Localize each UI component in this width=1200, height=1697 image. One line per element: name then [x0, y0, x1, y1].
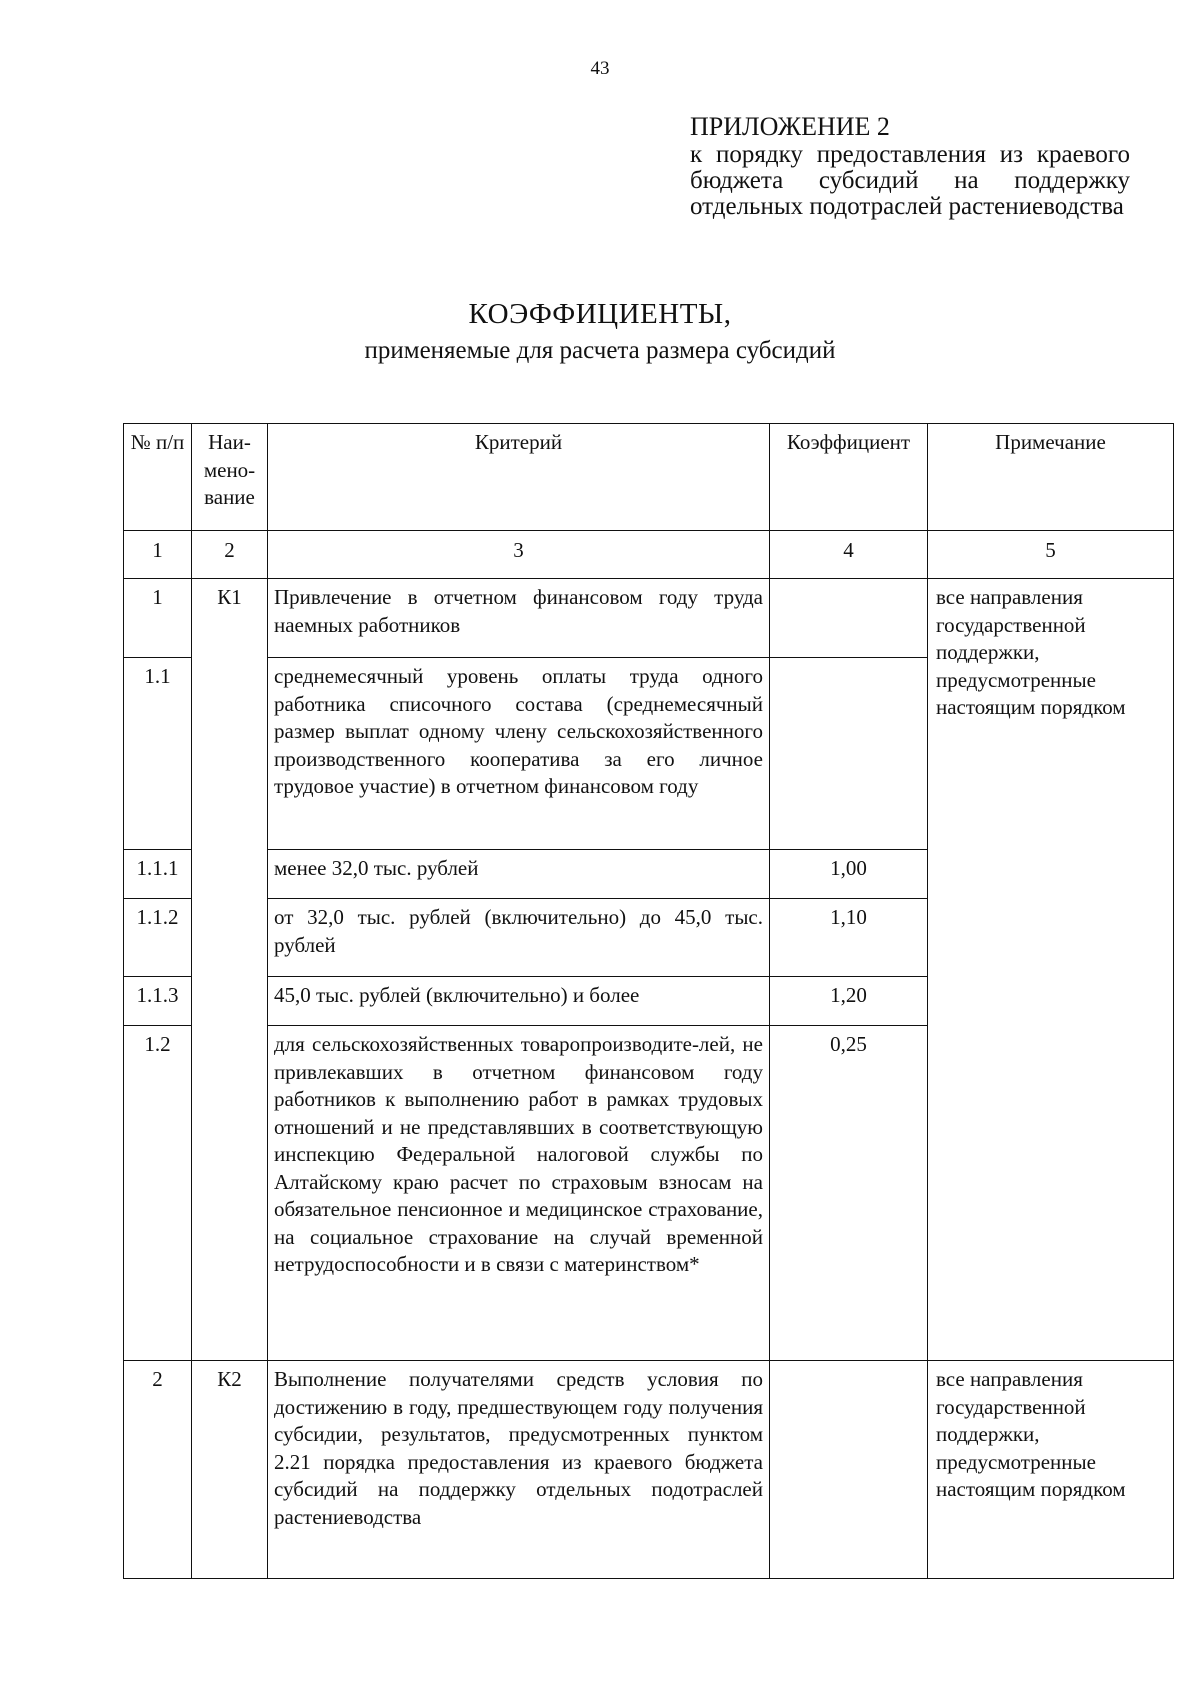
row-num: 1.1.1	[124, 850, 192, 899]
row-criterion: для сельскохозяйственных товаропроизводите-лей, не привлекавших в отчетном финансовом году работников к выполнению работ в рамках трудовых отношений и не представлявших в соответствующую инспекцию Федеральной налоговой службы по Алтайскому краю расчет по страховым взносам на обязательное пенсионное и медицинское страхование, на социальное страхование на случай временной нетрудоспособности и в связи с материнством*	[268, 1026, 770, 1361]
coefficients-table	[123, 423, 1174, 1579]
appendix-block	[690, 112, 1130, 220]
row-num: 1.2	[124, 1026, 192, 1361]
row-num: 1.1	[124, 658, 192, 850]
table-row	[124, 579, 1174, 658]
row-num: 2	[124, 1361, 192, 1579]
row-criterion: Выполнение получателями средств условия по достижению в году, предшествующем году получения субсидии, результатов, предусмотренных пунктом 2.21 порядка предоставления из краевого бюджета субсидий на поддержку отдельных подотраслей растениеводства	[268, 1361, 770, 1579]
row-coefficient	[770, 658, 928, 850]
row-coefficient: 0,25	[770, 1026, 928, 1361]
header-note: Примечание	[928, 424, 1174, 531]
row-name: К2	[192, 1361, 268, 1579]
row-num: 1.1.3	[124, 977, 192, 1026]
document-title: КОЭФФИЦИЕНТЫ,	[468, 298, 732, 330]
row-coefficient: 1,10	[770, 899, 928, 977]
row-coefficient	[770, 579, 928, 658]
row-coefficient	[770, 1361, 928, 1579]
header-criterion: Критерий	[268, 424, 770, 531]
document-subtitle: применяемые для расчета размера субсидий	[364, 337, 836, 364]
row-criterion: от 32,0 тыс. рублей (включительно) до 45,0 тыс. рублей	[268, 899, 770, 977]
row-coefficient: 1,00	[770, 850, 928, 899]
column-number: 5	[928, 531, 1174, 579]
column-number-row	[124, 531, 1174, 579]
header-name-line2: мено-	[203, 457, 256, 482]
header-num: № п/п	[124, 424, 192, 531]
header-name	[192, 424, 268, 531]
row-criterion: Привлечение в отчетном финансовом году труда наемных работников	[268, 579, 770, 658]
row-criterion: среднемесячный уровень оплаты труда одного работника списочного состава (среднемесячный размер выплат одному члену сельскохозяйственного производственного кооператива за его личное трудовое участие) в отчетном финансовом году	[268, 658, 770, 850]
page-number: 43	[590, 58, 610, 79]
column-number: 1	[124, 531, 192, 579]
row-num: 1	[124, 579, 192, 658]
table-header-row	[124, 424, 1174, 531]
row-name: К1	[192, 579, 268, 1361]
row-coefficient: 1,20	[770, 977, 928, 1026]
column-number: 4	[770, 531, 928, 579]
row-criterion: менее 32,0 тыс. рублей	[268, 850, 770, 899]
column-number: 2	[192, 531, 268, 579]
row-criterion: 45,0 тыс. рублей (включительно) и более	[268, 977, 770, 1026]
header-name-line3: вание	[204, 485, 255, 509]
column-number: 3	[268, 531, 770, 579]
appendix-text: к порядку предоставления из краевого бюджета субсидий на поддержку отдельных подотраслей растениеводства	[690, 141, 1130, 220]
row-num: 1.1.2	[124, 899, 192, 977]
row-note-k2: все направления государственной поддержки, предусмотренные настоящим порядком	[928, 1361, 1174, 1579]
table-row	[124, 1361, 1174, 1579]
header-name-line1: Наи-	[208, 430, 251, 454]
row-note-k1: все направления государственной поддержки, предусмотренные настоящим порядком	[928, 579, 1174, 1361]
appendix-title: ПРИЛОЖЕНИЕ 2	[690, 112, 890, 141]
header-coefficient: Коэффициент	[770, 424, 928, 531]
